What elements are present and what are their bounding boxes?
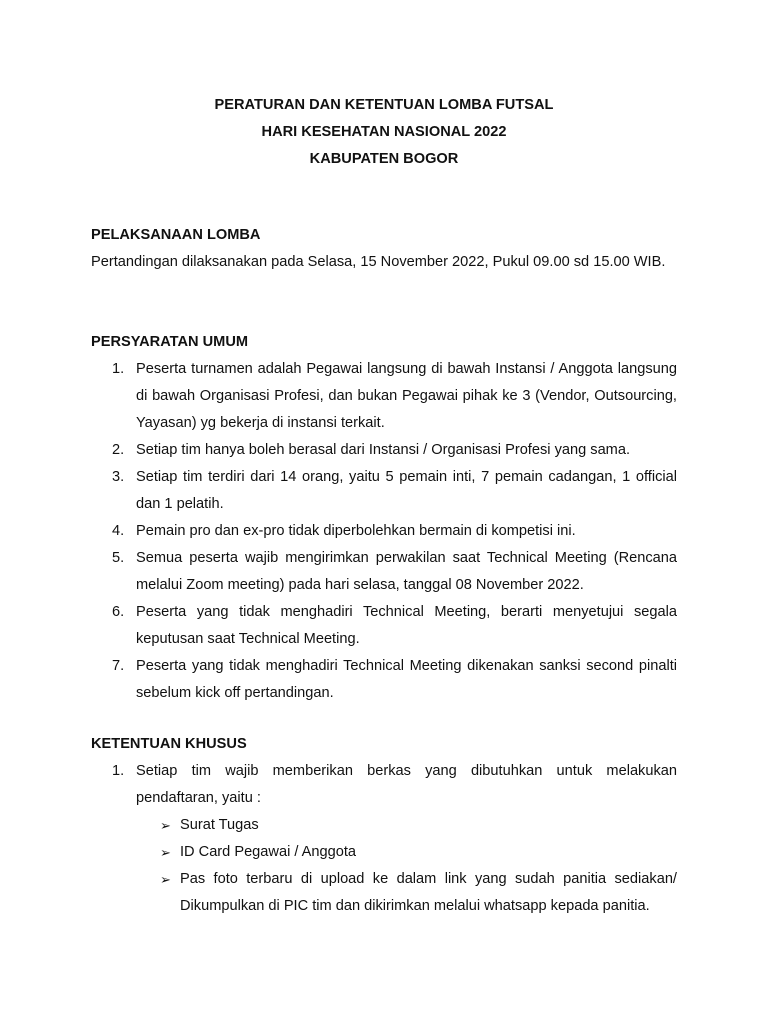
arrow-bullet-icon: ➢ [160, 818, 171, 833]
list-item-text: Peserta yang tidak menghadiri Technical Meeting, berarti menyetujui segala keputusan saat Technical Meeting. [136, 604, 677, 647]
list-item [91, 545, 677, 599]
sublist-item [136, 839, 677, 866]
list-item-text: Setiap tim terdiri dari 14 orang, yaitu 5 pemain inti, 7 pemain cadangan, 1 official dan 1 pelatih. [136, 469, 677, 512]
sublist-item [136, 812, 677, 839]
list-number: 4. [112, 523, 125, 539]
document-title [0, 92, 768, 173]
list-number: 2. [112, 442, 125, 458]
list-item [91, 356, 677, 437]
title-line-3: KABUPATEN BOGOR [309, 151, 459, 167]
list-item-text: Semua peserta wajib mengirimkan perwakilan saat Technical Meeting (Rencana melalui Zoom meeting) pada hari selasa, tanggal 08 November 2022. [136, 550, 677, 593]
section-heading: KETENTUAN KHUSUS [91, 736, 247, 752]
list-item-text: Peserta turnamen adalah Pegawai langsung di bawah Instansi / Anggota langsung di bawah Organisasi Profesi, dan bukan Pegawai pihak ke 3 (Vendor, Outsourcing, Yayasan) yg bekerja di instansi terkait. [136, 361, 677, 431]
requirements-list [91, 356, 677, 707]
list-number: 1. [112, 763, 125, 779]
list-item [91, 518, 677, 545]
list-number: 5. [112, 550, 125, 566]
list-item [91, 464, 677, 518]
section-ketentuan [91, 731, 677, 920]
list-item-text: Peserta yang tidak menghadiri Technical Meeting dikenakan sanksi second pinalti sebelum kick off pertandingan. [136, 658, 677, 701]
title-line-2: HARI KESEHATAN NASIONAL 2022 [261, 124, 507, 140]
list-item [91, 437, 677, 464]
sublist-item [136, 866, 677, 920]
list-item-text: Setiap tim wajib memberikan berkas yang dibutuhkan untuk melakukan pendaftaran, yaitu : [136, 763, 677, 806]
list-item-text: Pemain pro dan ex-pro tidak diperbolehkan bermain di kompetisi ini. [136, 523, 576, 539]
list-number: 1. [112, 361, 125, 377]
sublist-item-text: ID Card Pegawai / Anggota [180, 844, 357, 860]
section-pelaksanaan [91, 222, 677, 276]
section-paragraph: Pertandingan dilaksanakan pada Selasa, 15 November 2022, Pukul 09.00 sd 15.00 WIB. [91, 254, 666, 270]
section-persyaratan [91, 329, 677, 707]
section-heading: PERSYARATAN UMUM [91, 334, 249, 350]
list-item [91, 653, 677, 707]
sublist-item-text: Surat Tugas [180, 817, 259, 833]
title-line-1: PERATURAN DAN KETENTUAN LOMBA FUTSAL [214, 97, 554, 113]
arrow-bullet-icon: ➢ [160, 845, 171, 860]
sublist-item-text: Pas foto terbaru di upload ke dalam link yang sudah panitia sediakan/ Dikumpulkan di PIC tim dan dikirimkan melalui whatsapp kepada panitia. [180, 871, 677, 914]
list-number: 7. [112, 658, 125, 674]
list-number: 3. [112, 469, 125, 485]
list-item-text: Setiap tim hanya boleh berasal dari Instansi / Organisasi Profesi yang sama. [136, 442, 631, 458]
arrow-bullet-icon: ➢ [160, 872, 171, 887]
special-rules-list [91, 758, 677, 920]
section-heading: PELAKSANAAN LOMBA [91, 227, 261, 243]
list-number: 6. [112, 604, 125, 620]
list-item [91, 758, 677, 920]
list-item [91, 599, 677, 653]
document-sublist [136, 812, 677, 920]
